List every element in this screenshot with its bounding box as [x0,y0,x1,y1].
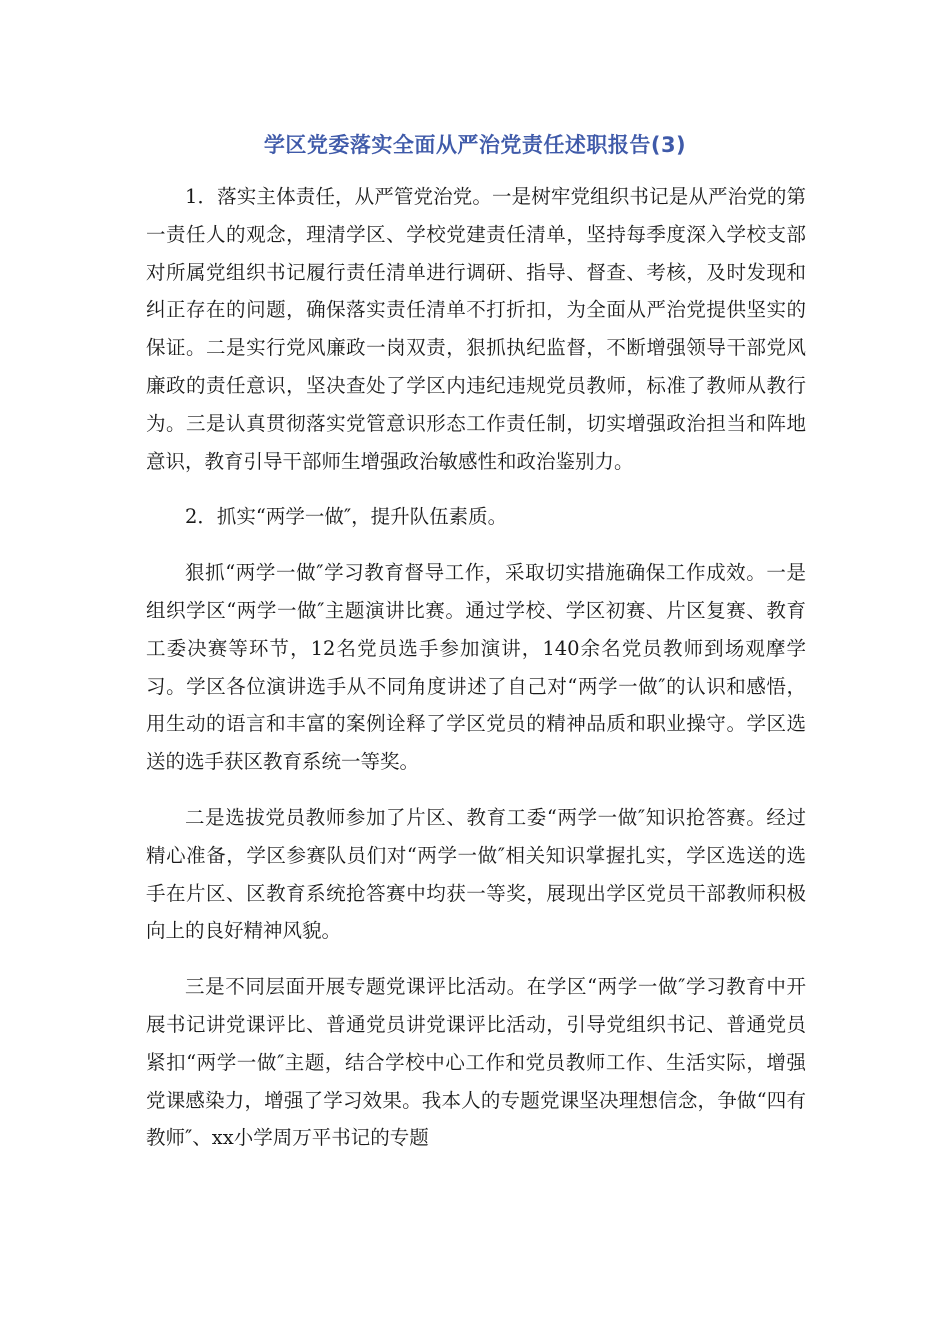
paragraph-5: 三是不同层面开展专题党课评比活动。在学区“两学一做″学习教育中开展书记讲党课评比、普通党员讲党课评比活动，引导党组织书记、普通党员紧扣“两学一做″主题，结合学校中心工作和党员教师工作、生活实际，增强党课感染力，增强了学习效果。我本人的专题党课坚决理想信念，争做“四有教师″、xx小学周万平书记的专题 [146,975,806,1150]
document-body [146,178,806,1175]
paragraph-2: 2．抓实“两学一做″，提升队伍素质。 [185,505,508,529]
paragraph-3: 狠抓“两学一做″学习教育督导工作，采取切实措施确保工作成效。一是组织学区“两学一做″主题演讲比赛。通过学校、学区初赛、片区复赛、教育工委决赛等环节，12名党员选手参加演讲，140余名党员教师到场观摩学习。学区各位演讲选手从不同角度讲述了自己对“两学一做″的认识和感悟，用生动的语言和丰富的案例诠释了学区党员的精神品质和职业操守。学区选送的选手获区教育系统一等奖。 [146,561,806,774]
paragraph-4: 二是选拔党员教师参加了片区、教育工委“两学一做″知识抢答赛。经过精心准备，学区参赛队员们对“两学一做″相关知识掌握扎实，学区选送的选手在片区、区教育系统抢答赛中均获一等奖，展现出学区党员干部教师积极向上的良好精神风貌。 [146,805,806,943]
paragraph-1: 1．落实主体责任，从严管党治党。一是树牢党组织书记是从严治党的第一责任人的观念，理清学区、学校党建责任清单，坚持每季度深入学校支部对所属党组织书记履行责任清单进行调研、指导、督查、考核，及时发现和纠正存在的问题，确保落实责任清单不打折扣，为全面从严治党提供坚实的保证。二是实行党风廉政一岗双责，狠抓执纪监督，不断增强领导干部党风廉政的责任意识，坚决查处了学区内违纪违规党员教师，标准了教师从教行为。三是认真贯彻落实党管意识形态工作责任制，切实增强政治担当和阵地意识，教育引导干部师生增强政治敏感性和政治鉴别力。 [146,185,806,473]
document-title: 学区党委落实全面从严治党责任述职报告(3) [263,133,687,157]
